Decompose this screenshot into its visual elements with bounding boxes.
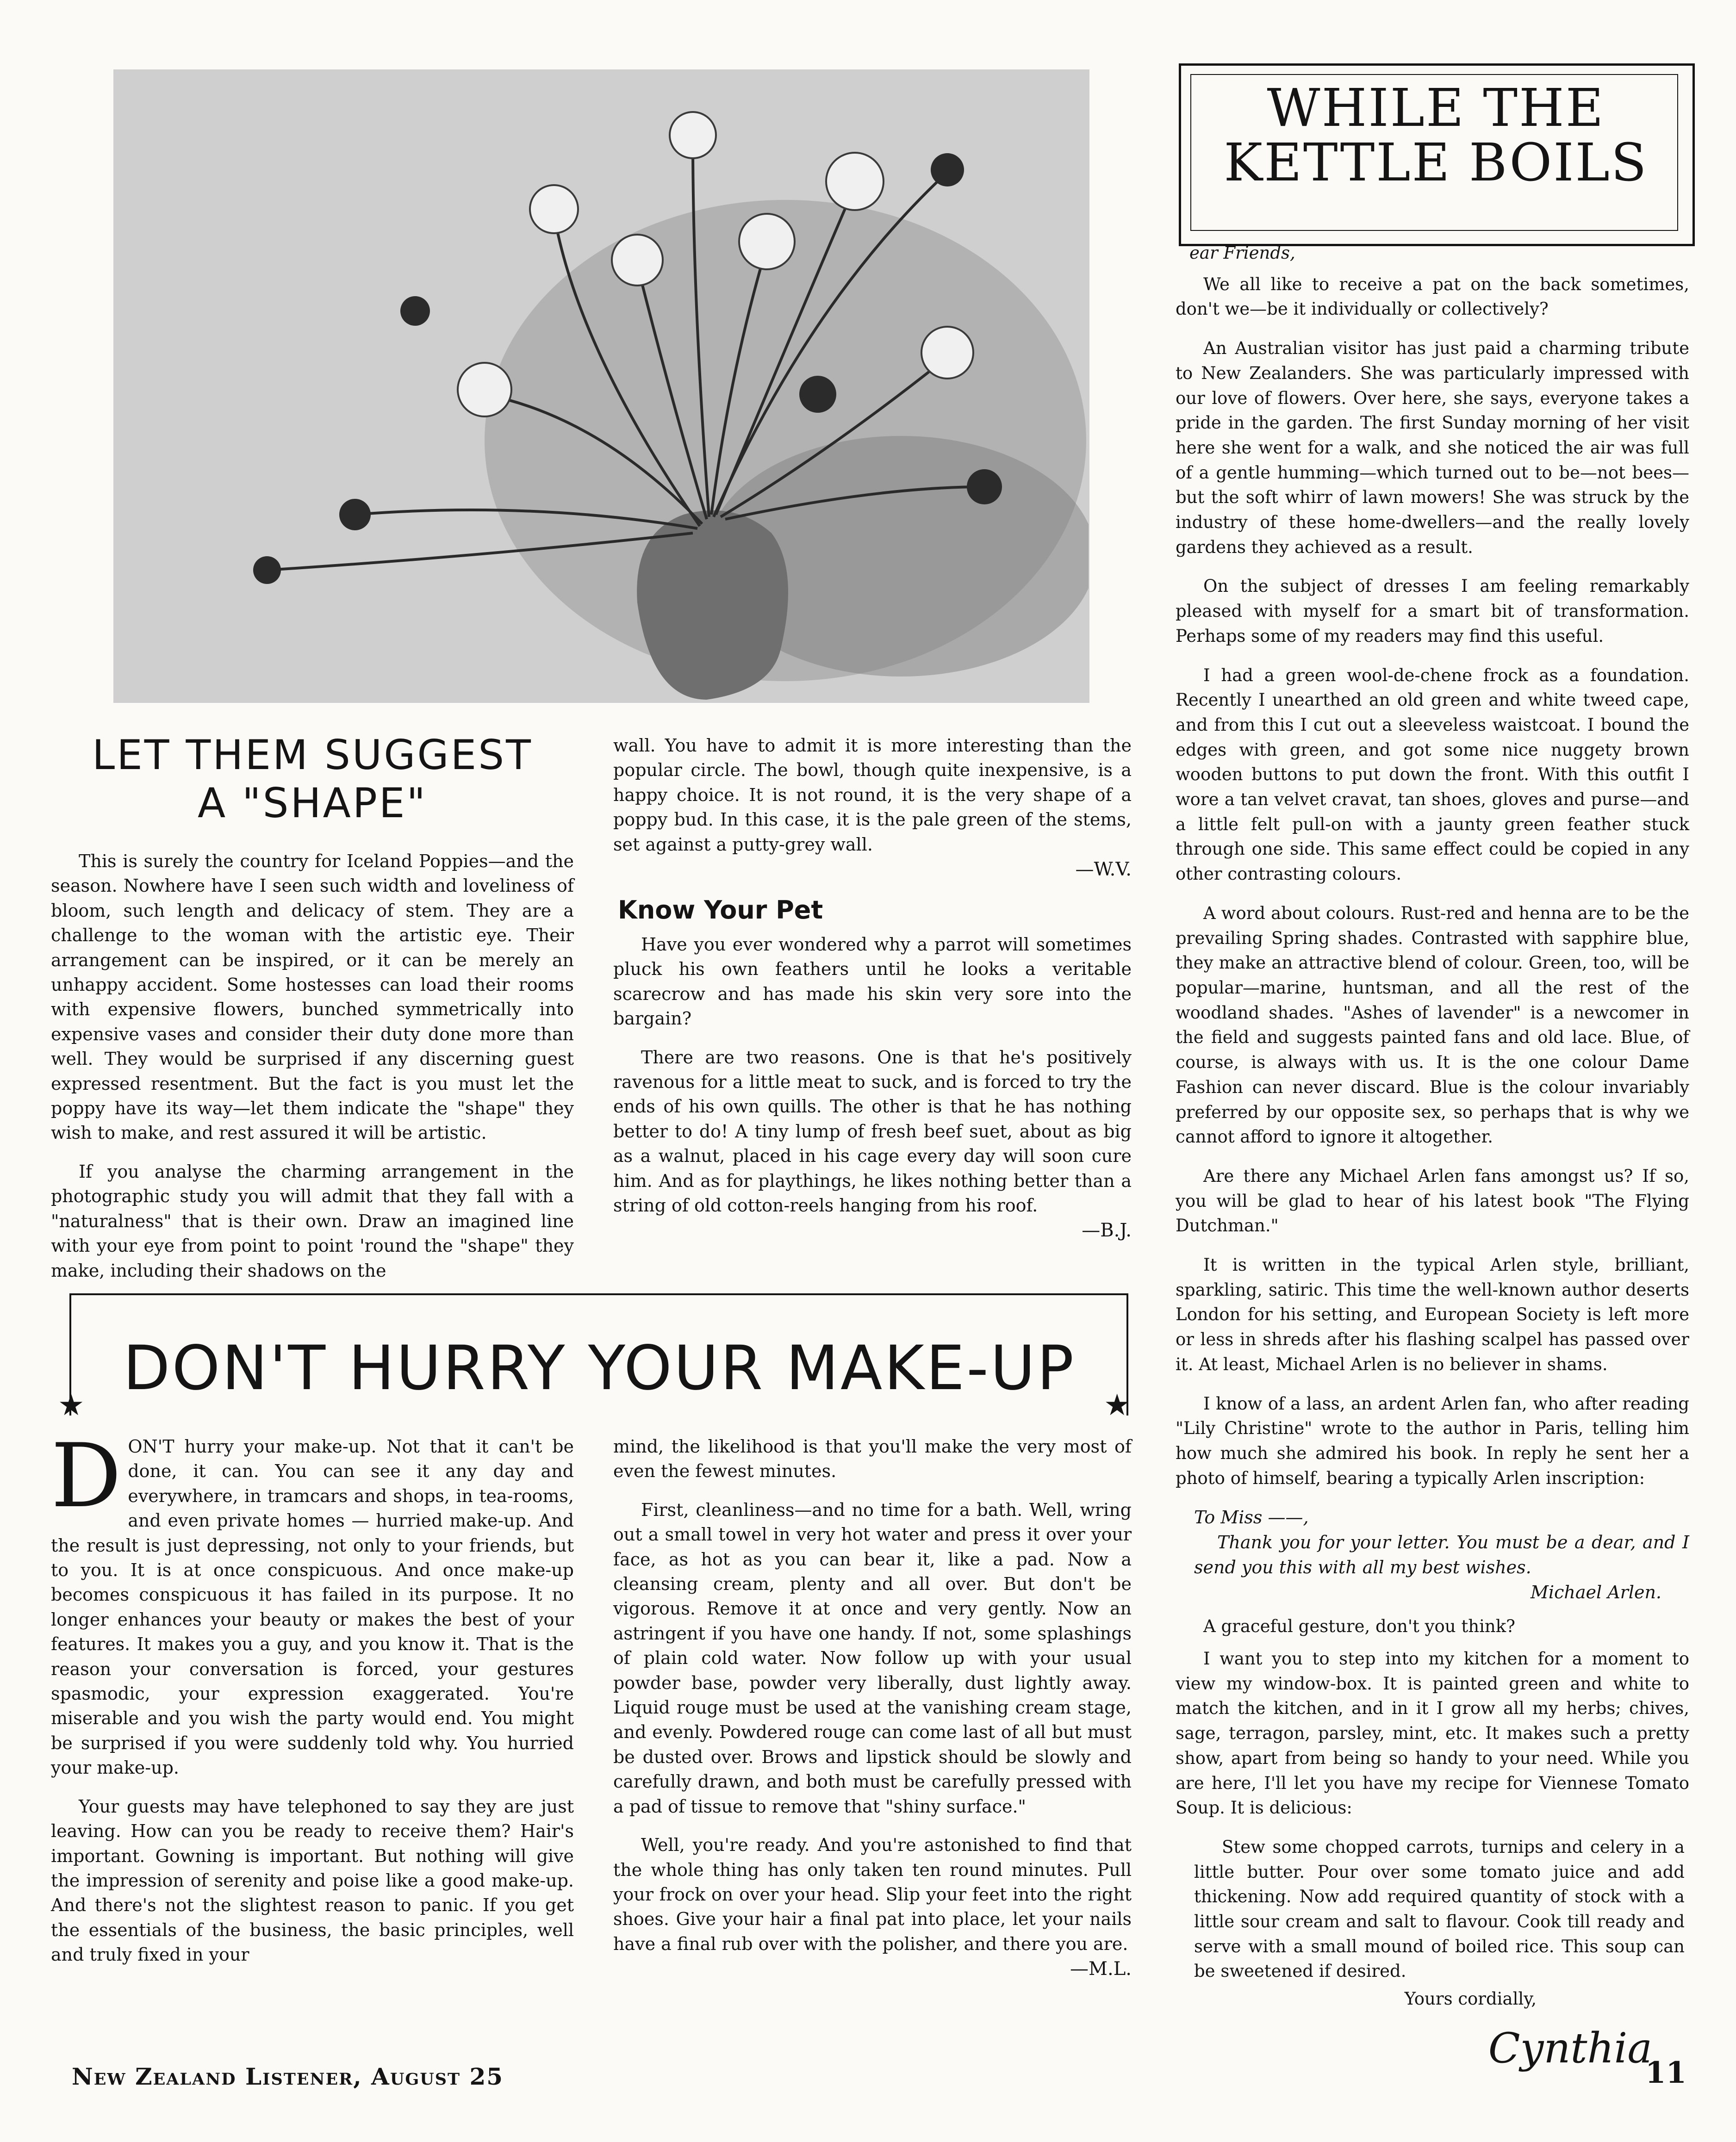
star-left-icon: ★ [58, 1388, 85, 1422]
kettle-paragraph-9: A graceful gesture, don't you think? [1203, 1616, 1516, 1637]
kettle-column-body [1176, 241, 1689, 2072]
arlen-inscription [1194, 1505, 1689, 1605]
cynthia-signature: Cynthia [1488, 2024, 1652, 2073]
makeup-drop-cap: D [51, 1425, 122, 1527]
pet-heading: Know Your Pet [618, 895, 823, 925]
shape-signature: —W.V. [1075, 859, 1132, 881]
makeup-first-paragraph [51, 1425, 574, 1781]
poppy-photograph [113, 69, 1089, 703]
kettle-closing: Yours cordially, [1404, 1989, 1537, 2009]
pet-paragraph-1: Have you ever wondered why a parrot will sometimes pluck his own feathers until he looks a veritable scarecrow and has made his skin very sore into the bargain? [613, 934, 1132, 1029]
kettle-paragraph-8: I know of a lass, an ardent Arlen fan, who after reading "Lily Christine" wrote to the author in Paris, telling him how much she admired his book. In reply he sent her a photo of himself, bearing a typically Arlen inscription: [1176, 1393, 1689, 1488]
kettle-heading-line1: WHILE THE [1267, 78, 1605, 138]
kettle-paragraph-6: Are there any Michael Arlen fans amongst us? If so, you will be glad to hear of his latest book "The Flying Dutchman." [1176, 1166, 1689, 1236]
pet-paragraph-2: There are two reasons. One is that he's positively ravenous for a little meat to suck, and is forced to try the ends of his own quills. The other is that he has nothing better to do! A tiny lump of fresh beef suet, about as big as a walnut, placed in his cage every day will soon cure him. And as for playthings, he likes nothing better than a string of old cotton-reels hanging from his roof. [613, 1047, 1132, 1216]
kettle-salutation: ear Friends, [1189, 243, 1295, 263]
inscription-signature: Michael Arlen. [1531, 1582, 1661, 1603]
makeup-col1-paragraph: Your guests may have telephoned to say they are just leaving. How can you be ready to receive them? Hair's important. Gowning is important. But nothing will give the impression of serenity and poise like a good make-up. And there's not the slightest reason to panic. If you get the essentials of the business, the basic principles, well and truly fixed in your [51, 1796, 574, 1965]
makeup-signature: —M.L. [1070, 1958, 1132, 1980]
shape-paragraph-1: This is surely the country for Iceland Poppies—and the season. Nowhere have I seen such width and loveliness of bloom, such length and delicacy of stem. They are a challenge to the woman with the artistic eye. Their arrangement can be inspired, or it can be merely an unhappy accident. Some hostesses can load their rooms with expensive flowers, bunched symmetrically into expensive vases and consider their duty done more than well. They would be surprised if any discerning guest expressed resentment. But the fact is you must let the poppy have its way—let them indicate the "shape" they wish to make, and rest assured it will be artistic. [51, 851, 574, 1143]
shape-article-continuation [613, 733, 1132, 880]
makeup-heading: DON'T HURRY YOUR MAKE-UP [123, 1333, 1076, 1404]
shape-continuation: wall. You have to admit it is more interesting than the popular circle. The bowl, though quite inexpensive, is a happy choice. It is not round, it is the very shape of a poppy bud. In this case, it is the pale green of the stems, set against a putty-grey wall. [613, 735, 1132, 855]
kettle-paragraph-10: I want you to step into my kitchen for a moment to view my window-box. It is painted green and white to match the kitchen, and in it I grow all my herbs; chives, sage, terragon, parsley, mint, etc. It makes such a pretty show, apart from being so handy to your need. While you are here, I'll let you have my recipe for Viennese Tomato Soup. It is delicious: [1176, 1649, 1689, 1818]
shape-article-heading [51, 731, 574, 827]
makeup-col2-paragraph-1: mind, the likelihood is that you'll make the very most of even the fewest minutes. [613, 1436, 1132, 1482]
makeup-column-2 [613, 1434, 1132, 1980]
poppy-illustration [114, 70, 1089, 702]
kettle-paragraph-3: On the subject of dresses I am feeling remarkably pleased with myself for a smart bit of transformation. Perhaps some of my readers may find this useful. [1176, 576, 1689, 646]
kettle-paragraph-1: We all like to receive a pat on the back sometimes, don't we—be it individually or collectively? [1176, 274, 1689, 319]
shape-heading-line1: LET THEM SUGGEST [92, 731, 533, 779]
shape-paragraph-2: If you analyse the charming arrangement in the photographic study you will admit that they fall with a "naturalness" that is their own. Draw an imagined line with your eye from point to point 'round the "shape" they make, including their shadows on the [51, 1161, 574, 1281]
shape-heading-line2: A "SHAPE" [197, 779, 428, 827]
makeup-col2-paragraph-2: First, cleanliness—and no time for a bath. Well, wring out a small towel in very hot water and press it over your face, as hot as you can bear it, like a pad. Now a cleansing cream, plenty and all over. But don't be vigorous. Remove it at once and very gently. Now an astringent if you have one handy. If not, some splashings of plain cold water. Now follow up with your usual powder base, powder very liberally, dust lightly away. Liquid rouge must be used at the vanishing cream stage, and evenly. Powdered rouge can come last of all but must be dusted over. Brows and lipstick should be slowly and carefully drawn, and both must be carefully pressed with a pad of tissue to remove that "shiny surface." [613, 1499, 1132, 1817]
makeup-col2-paragraph-3: Well, you're ready. And you're astonished to find that the whole thing has only taken ten round minutes. Pull your frock on over your head. Slip your feet into the right shoes. Give your hair a final pat into place, let your nails have a final rub over with the polisher, and there you are. [613, 1835, 1132, 1954]
kettle-paragraph-5: A word about colours. Rust-red and henna are to be the prevailing Spring shades. Contrasted with sapphire blue, they make an attractive blend of colour. Green, too, will be popular—marine, huntsman, and all the rest of the woodland shades. "Ashes of lavender" is a newcomer in the field and suggests painted fans and old lace. Blue, of course, is always with us. It is the one colour Dame Fashion can never discard. Blue is the colour invariably preferred by our opposite sex, so perhaps that is why we cannot afford to ignore it altogether. [1176, 903, 1689, 1147]
kettle-heading [1194, 78, 1678, 193]
kettle-paragraph-7: It is written in the typical Arlen style, brilliant, sparkling, satiric. This time the well-known author deserts London for his setting, and European Society is left more or less in shreds after his flashing scalpel has passed over it. At least, Michael Arlen is no believer in shams. [1176, 1255, 1689, 1374]
pet-article-body [613, 932, 1132, 1241]
makeup-first-text: ON'T hurry your make-up. Not that it can't be done, it can. You can see it any day and everywhere, in tramcars and shops, in tea-rooms, and even private homes — hurried make-up. And the result is just depressing, not only to your friends, but to you. It is at once conspicuous. And once make-up becomes conspicuous it has failed in its purpose. It no longer enhances your beauty or makes the best of your features. It makes you a guy, and you know it. That is the reason your conversation is forced, your gestures spasmodic, your expression exaggerated. You're miserable and you wish the party would end. You might be surprised if you were suddenly told why. You hurried your make-up. [51, 1436, 574, 1778]
page-number: 11 [1645, 2055, 1687, 2090]
inscription-body: Thank you for your letter. You must be a dear, and I send you this with all my best wishes. [1194, 1532, 1689, 1578]
shape-article-body [51, 849, 574, 1297]
inscription-to: To Miss ——, [1194, 1507, 1309, 1528]
makeup-column-1 [51, 1425, 574, 1981]
kettle-paragraph-2: An Australian visitor has just paid a charming tribute to New Zealanders. She was particularly impressed with our love of flowers. Over here, she says, everyone takes a pride in the garden. The first Sunday morning of her visit here she went for a walk, and she noticed the air was full of a gentle humming—which turned out to be—not bees—but the soft whirr of lawn mowers! She was struck by the industry of these home-dwellers—and the really lovely gardens they achieved as a result. [1176, 338, 1689, 557]
pet-signature: —B.J. [1082, 1220, 1132, 1242]
kettle-heading-line2: KETTLE BOILS [1224, 133, 1648, 193]
star-right-icon: ★ [1104, 1388, 1131, 1422]
publication-footer: New Zealand Listener, August 25 [72, 2063, 504, 2090]
kettle-recipe: Stew some chopped carrots, turnips and celery in a little butter. Pour over some tomato juice and add thickening. Now add required quantity of stock with a little sour cream and salt to flavour. Cook till ready and serve with a small mound of boiled rice. This soup can be sweetened if desired. [1194, 1837, 1685, 1981]
kettle-paragraph-4: I had a green wool-de-chene frock as a foundation. Recently I unearthed an old green and white tweed cape, and from this I cut out a sleeveless waistcoat. I bound the edges with green, and got some nice nuggety brown wooden buttons to put down the front. With this outfit I wore a tan velvet cravat, tan shoes, gloves and purse—and a little felt pull-on with a jaunty green feather stuck through one side. This same effect could be copied in any other contrasting colours. [1176, 665, 1689, 884]
